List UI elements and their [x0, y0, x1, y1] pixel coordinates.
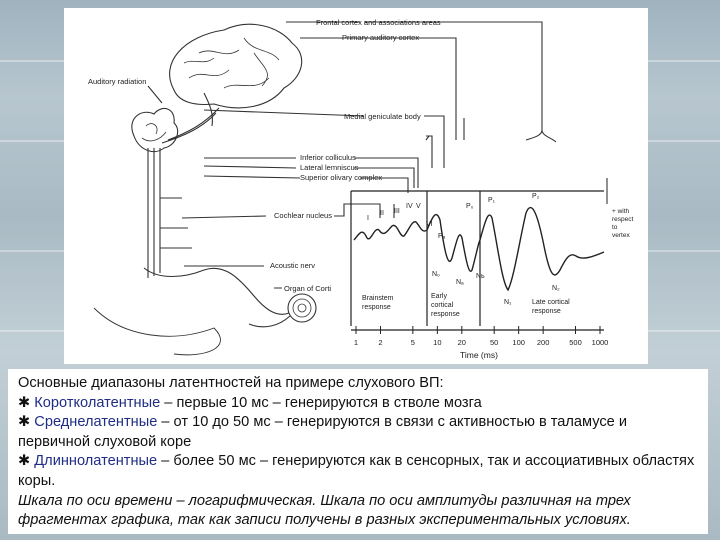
segment-label-late-cortical: Late cortical response — [532, 299, 570, 315]
label-organ-of-corti: Organ of Corti — [284, 284, 332, 293]
time-tick-label: 200 — [536, 338, 550, 347]
label-lateral-lemniscus: Lateral lemniscus — [300, 163, 359, 172]
time-tick-label: 5 — [410, 338, 415, 347]
caption-item-middle-latency — [18, 413, 698, 452]
auditory-pathway-diagram — [64, 8, 648, 364]
term-short-latency: Коротколатентные — [34, 394, 161, 411]
late-cortical-waveform — [480, 208, 604, 290]
time-axis-title: Time (ms) — [460, 350, 498, 360]
polarity-note: + with respect to vertex — [612, 208, 634, 239]
term-long-latency: Длиннолатентные — [34, 453, 158, 470]
diagram-panel — [64, 8, 648, 364]
peak-label-i: I — [367, 215, 369, 222]
caption-item-short-latency — [18, 394, 698, 414]
time-tick-label: 500 — [569, 338, 582, 347]
peak-label-vi: VI — [426, 221, 433, 228]
label-auditory-radiation: Auditory radiation — [88, 77, 147, 86]
label-frontal-cortex: Frontal cortex and associations areas — [316, 18, 441, 27]
label-inferior-colliculus: Inferior colliculus — [300, 153, 356, 162]
desc-middle-latency: – от 10 до 50 мс – генерируются в связи с активностью в таламусе и первичной слуховой коре — [18, 414, 627, 450]
desc-short-latency: – первые 10 мс – генерируются в стволе мозга — [160, 394, 482, 411]
time-tick-label: 10 — [433, 338, 442, 347]
peak-label-n0: N₀ — [432, 271, 440, 278]
term-middle-latency: Среднелатентные — [34, 414, 158, 431]
peak-label-v: V — [416, 203, 421, 210]
segment-label-brainstem: Brainstem response — [362, 295, 394, 311]
peak-label-iii: III — [394, 208, 400, 215]
brain-illustration — [170, 24, 302, 108]
time-tick-label: 50 — [490, 338, 499, 347]
peak-label-nb: Nь — [476, 273, 485, 280]
time-tick-label: 100 — [512, 338, 525, 347]
time-tick-label: 1000 — [591, 338, 609, 347]
asterisk-bullet-icon: ✱ — [18, 453, 31, 470]
time-tick-label: 2 — [378, 338, 383, 347]
segment-label-early-cortical: Early cortical response — [431, 293, 460, 318]
peak-label-iv: IV — [406, 203, 413, 210]
caption-item-long-latency — [18, 452, 698, 491]
peak-label-n2: N₂ — [552, 285, 560, 292]
peak-label-pa: Pₐ — [438, 233, 446, 240]
caption-title: Основные диапазоны латентностей на примере слухового ВП: — [18, 375, 444, 391]
time-tick-label: 1 — [353, 338, 359, 347]
caption-note: Шкала по оси времени – логарифмическая. Шкала по оси амплитуды различная на трех фрагментах графика, так как записи получены в разных экспериментальных условиях. — [18, 492, 631, 529]
asterisk-bullet-icon: ✱ — [18, 394, 31, 411]
peak-label-p2: P₂ — [532, 193, 540, 200]
caption-box — [8, 369, 708, 534]
asterisk-bullet-icon: ✱ — [18, 414, 31, 431]
peak-label-ii: II — [380, 210, 384, 217]
time-axis-ticks — [354, 326, 608, 347]
peak-label-na: Nₐ — [456, 279, 464, 286]
brainstem-waveform — [354, 222, 427, 240]
label-cochlear-nucleus: Cochlear nucleus — [274, 211, 332, 220]
brainstem-section-illustration — [132, 108, 178, 151]
time-tick-label: 20 — [457, 338, 466, 347]
early-cortical-waveform — [427, 215, 480, 272]
desc-long-latency: – более 50 мс – генерируются как в сенсорных, так и ассоциативных областях коры. — [18, 453, 695, 489]
cochlea-illustration — [288, 294, 316, 322]
peak-label-n1: N₁ — [504, 299, 512, 306]
peak-label-p1: P₁ — [488, 197, 496, 204]
peak-label-p0: P₀ — [466, 203, 474, 210]
label-medial-geniculate: Medial geniculate body — [344, 112, 421, 121]
label-primary-auditory-cortex: Primary auditory cortex — [342, 33, 420, 42]
ascending-pathway — [148, 148, 160, 278]
label-superior-olivary: Superior olivary complex — [300, 173, 383, 182]
label-acoustic-nerve: Acoustic nerv — [270, 261, 316, 270]
